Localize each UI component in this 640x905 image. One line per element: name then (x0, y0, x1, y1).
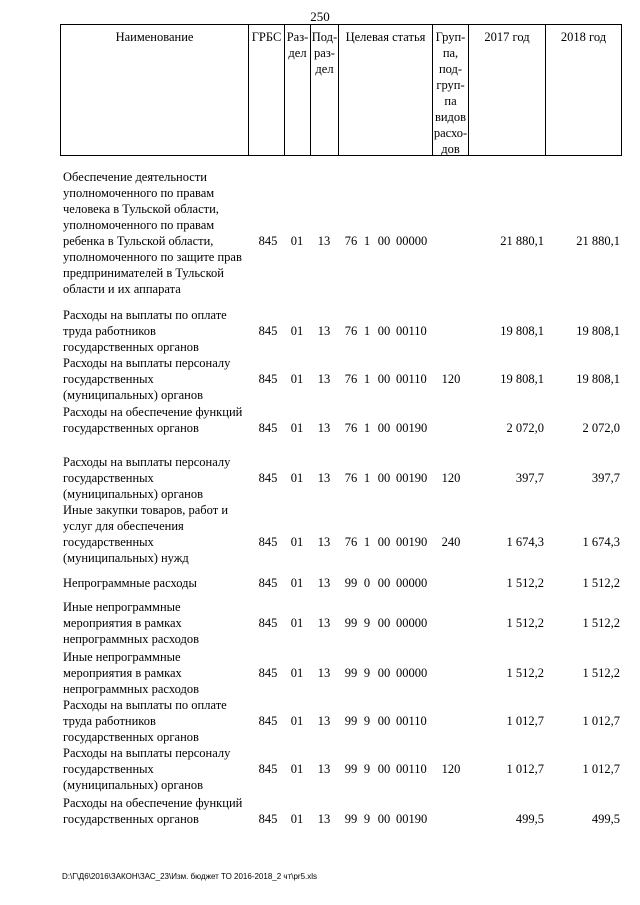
grbs-cell: 845 (258, 421, 278, 435)
razdel-cell: 01 (290, 812, 304, 826)
target-program-cell: 99 (344, 762, 358, 776)
amount-2017-cell: 1 012,7 (506, 762, 544, 776)
grbs-cell: 845 (258, 576, 278, 590)
target-subprogram-cell: 9 (363, 616, 371, 630)
razdel-cell: 01 (290, 576, 304, 590)
expense-type-cell: 240 (441, 535, 461, 549)
podrazdel-cell: 13 (317, 616, 331, 630)
expense-name-cell: Расходы на выплаты по оплате труда работников государственных органов (63, 308, 227, 354)
target-event-cell: 00 (377, 372, 391, 386)
table-row (0, 307, 640, 355)
target-direction-cell: 00190 (396, 421, 428, 435)
header-podrazdel-line: Под- (311, 30, 338, 44)
podrazdel-cell: 13 (317, 666, 331, 680)
header-razdel-line: дел (288, 46, 307, 60)
target-direction-cell: 00190 (396, 535, 428, 549)
expense-name-cell: Непрограммные расходы (63, 576, 197, 590)
header-name: Наименование (61, 25, 249, 155)
header-vid-line: дов (441, 142, 460, 156)
amount-2017-cell: 21 880,1 (500, 234, 544, 248)
target-direction-cell: 00110 (396, 714, 427, 728)
target-event-cell: 00 (377, 576, 391, 590)
amount-2018-cell: 19 808,1 (576, 324, 620, 338)
header-vid-line: расхо- (433, 126, 468, 140)
expense-name-cell: Расходы на обеспечение функций государственных органов (63, 405, 243, 435)
target-program-cell: 76 (344, 421, 358, 435)
header-podrazdel-line: раз- (314, 46, 335, 60)
expense-name-cell: Расходы на выплаты персоналу государственных (муниципальных) органов (63, 746, 231, 792)
target-program-cell: 76 (344, 234, 358, 248)
amount-2018-cell: 1 512,2 (582, 666, 620, 680)
podrazdel-cell: 13 (317, 812, 331, 826)
razdel-cell: 01 (290, 616, 304, 630)
target-subprogram-cell: 0 (363, 576, 371, 590)
target-event-cell: 00 (377, 234, 391, 248)
podrazdel-cell: 13 (317, 471, 331, 485)
target-event-cell: 00 (377, 471, 391, 485)
podrazdel-cell: 13 (317, 372, 331, 386)
grbs-cell: 845 (258, 666, 278, 680)
target-subprogram-cell: 9 (363, 812, 371, 826)
target-program-cell: 99 (344, 666, 358, 680)
amount-2018-cell: 1 674,3 (582, 535, 620, 549)
table-row (0, 599, 640, 647)
expense-name-cell: Иные закупки товаров, работ и услуг для обеспечения государственных (муниципальных) нужд (63, 503, 229, 565)
header-podrazdel-line: дел (315, 62, 334, 76)
target-program-cell: 76 (344, 324, 358, 338)
target-program-cell: 99 (344, 714, 358, 728)
header-vid (433, 25, 469, 155)
razdel-cell: 01 (290, 234, 304, 248)
podrazdel-cell: 13 (317, 535, 331, 549)
target-program-cell: 99 (344, 812, 358, 826)
amount-2018-cell: 2 072,0 (582, 421, 620, 435)
header-vid-line: па, (442, 46, 459, 60)
amount-2017-cell: 1 512,2 (506, 666, 544, 680)
podrazdel-cell: 13 (317, 576, 331, 590)
target-subprogram-cell: 1 (363, 471, 371, 485)
amount-2017-cell: 2 072,0 (506, 421, 544, 435)
expense-name-cell: Обеспечение деятельности уполномоченного по правам человека в Тульской области, уполномоченного по правам ребенка в Тульской области, уполномоченного по защите прав предпринимателей в Тульской области и их аппарата (63, 170, 242, 296)
amount-2017-cell: 1 512,2 (506, 616, 544, 630)
header-grbs: ГРБС (249, 25, 285, 155)
header-razdel (285, 25, 311, 155)
table-row (0, 502, 640, 566)
target-event-cell: 00 (377, 324, 391, 338)
page-number: 250 (310, 9, 330, 24)
target-program-cell: 99 (344, 576, 358, 590)
target-direction-cell: 00000 (396, 616, 428, 630)
header-vid-line: груп- (436, 78, 465, 92)
amount-2018-cell: 1 512,2 (582, 616, 620, 630)
target-subprogram-cell: 1 (363, 421, 371, 435)
expense-type-cell: 120 (441, 762, 461, 776)
amount-2017-cell: 1 012,7 (506, 714, 544, 728)
podrazdel-cell: 13 (317, 324, 331, 338)
amount-2018-cell: 1 012,7 (582, 762, 620, 776)
table-row (0, 745, 640, 793)
target-direction-cell: 00110 (396, 372, 427, 386)
expense-name-cell: Расходы на выплаты персоналу государственных (муниципальных) органов (63, 455, 231, 501)
target-program-cell: 76 (344, 535, 358, 549)
table-row (0, 404, 640, 452)
target-event-cell: 00 (377, 762, 391, 776)
header-razdel-line: Раз- (286, 30, 309, 44)
expense-type-cell: 120 (441, 372, 461, 386)
target-event-cell: 00 (377, 666, 391, 680)
razdel-cell: 01 (290, 535, 304, 549)
target-subprogram-cell: 9 (363, 714, 371, 728)
target-subprogram-cell: 1 (363, 535, 371, 549)
expense-name-cell: Иные непрограммные мероприятия в рамках непрограммных расходов (63, 600, 199, 646)
target-event-cell: 00 (377, 812, 391, 826)
amount-2017-cell: 19 808,1 (500, 372, 544, 386)
target-subprogram-cell: 9 (363, 762, 371, 776)
header-podrazdel (311, 25, 339, 155)
target-event-cell: 00 (377, 535, 391, 549)
razdel-cell: 01 (290, 666, 304, 680)
target-program-cell: 76 (344, 372, 358, 386)
expense-name-cell: Иные непрограммные мероприятия в рамках непрограммных расходов (63, 650, 199, 696)
table-row (0, 697, 640, 745)
podrazdel-cell: 13 (317, 421, 331, 435)
target-subprogram-cell: 1 (363, 234, 371, 248)
expense-name-cell: Расходы на выплаты персоналу государственных (муниципальных) органов (63, 356, 231, 402)
amount-2017-cell: 499,5 (515, 812, 544, 826)
grbs-cell: 845 (258, 324, 278, 338)
table-row (0, 454, 640, 502)
header-year-2018: 2018 год (560, 30, 607, 44)
expense-type-cell: 120 (441, 471, 461, 485)
podrazdel-cell: 13 (317, 234, 331, 248)
amount-2018-cell: 1 512,2 (582, 576, 620, 590)
razdel-cell: 01 (290, 471, 304, 485)
header-vid-line: Груп- (435, 30, 466, 44)
grbs-cell: 845 (258, 616, 278, 630)
amount-2017-cell: 1 674,3 (506, 535, 544, 549)
grbs-cell: 845 (258, 714, 278, 728)
header-vid-line: па (444, 94, 457, 108)
header-vid-line: видов (434, 110, 467, 124)
razdel-cell: 01 (290, 714, 304, 728)
target-direction-cell: 00190 (396, 471, 428, 485)
target-direction-cell: 00190 (396, 812, 428, 826)
target-event-cell: 00 (377, 714, 391, 728)
razdel-cell: 01 (290, 762, 304, 776)
amount-2017-cell: 19 808,1 (500, 324, 544, 338)
amount-2018-cell: 1 012,7 (582, 714, 620, 728)
header-year-2017: 2017 год (469, 25, 546, 155)
target-direction-cell: 00000 (396, 666, 428, 680)
amount-2018-cell: 19 808,1 (576, 372, 620, 386)
header-target: Целевая статья (339, 25, 433, 155)
table-row (0, 169, 640, 297)
target-program-cell: 76 (344, 471, 358, 485)
target-program-cell: 99 (344, 616, 358, 630)
amount-2017-cell: 397,7 (515, 471, 544, 485)
target-subprogram-cell: 9 (363, 666, 371, 680)
target-subprogram-cell: 1 (363, 372, 371, 386)
podrazdel-cell: 13 (317, 762, 331, 776)
table-row (0, 649, 640, 697)
table-row (0, 355, 640, 403)
header-vid-line: под- (438, 62, 463, 76)
table-row (0, 795, 640, 843)
grbs-cell: 845 (258, 812, 278, 826)
amount-2017-cell: 1 512,2 (506, 576, 544, 590)
target-event-cell: 00 (377, 421, 391, 435)
grbs-cell: 845 (258, 762, 278, 776)
grbs-cell: 845 (258, 234, 278, 248)
file-path-footer: D:\Г\Д6\2016\ЗАКОН\ЗАС_23\Изм. бюджет ТО 2016-2018_2 чт\pr5.xls (62, 872, 318, 881)
table-header (60, 24, 622, 156)
grbs-cell: 845 (258, 535, 278, 549)
grbs-cell: 845 (258, 372, 278, 386)
target-direction-cell: 00000 (396, 234, 428, 248)
expense-name-cell: Расходы на обеспечение функций государственных органов (63, 796, 243, 826)
grbs-cell: 845 (258, 471, 278, 485)
amount-2018-cell: 499,5 (591, 812, 620, 826)
razdel-cell: 01 (290, 324, 304, 338)
target-direction-cell: 00110 (396, 324, 427, 338)
razdel-cell: 01 (290, 421, 304, 435)
target-subprogram-cell: 1 (363, 324, 371, 338)
razdel-cell: 01 (290, 372, 304, 386)
amount-2018-cell: 397,7 (591, 471, 620, 485)
target-direction-cell: 00000 (396, 576, 428, 590)
expense-name-cell: Расходы на выплаты по оплате труда работников государственных органов (63, 698, 227, 744)
target-event-cell: 00 (377, 616, 391, 630)
podrazdel-cell: 13 (317, 714, 331, 728)
target-direction-cell: 00110 (396, 762, 427, 776)
amount-2018-cell: 21 880,1 (576, 234, 620, 248)
table-row (0, 575, 640, 591)
